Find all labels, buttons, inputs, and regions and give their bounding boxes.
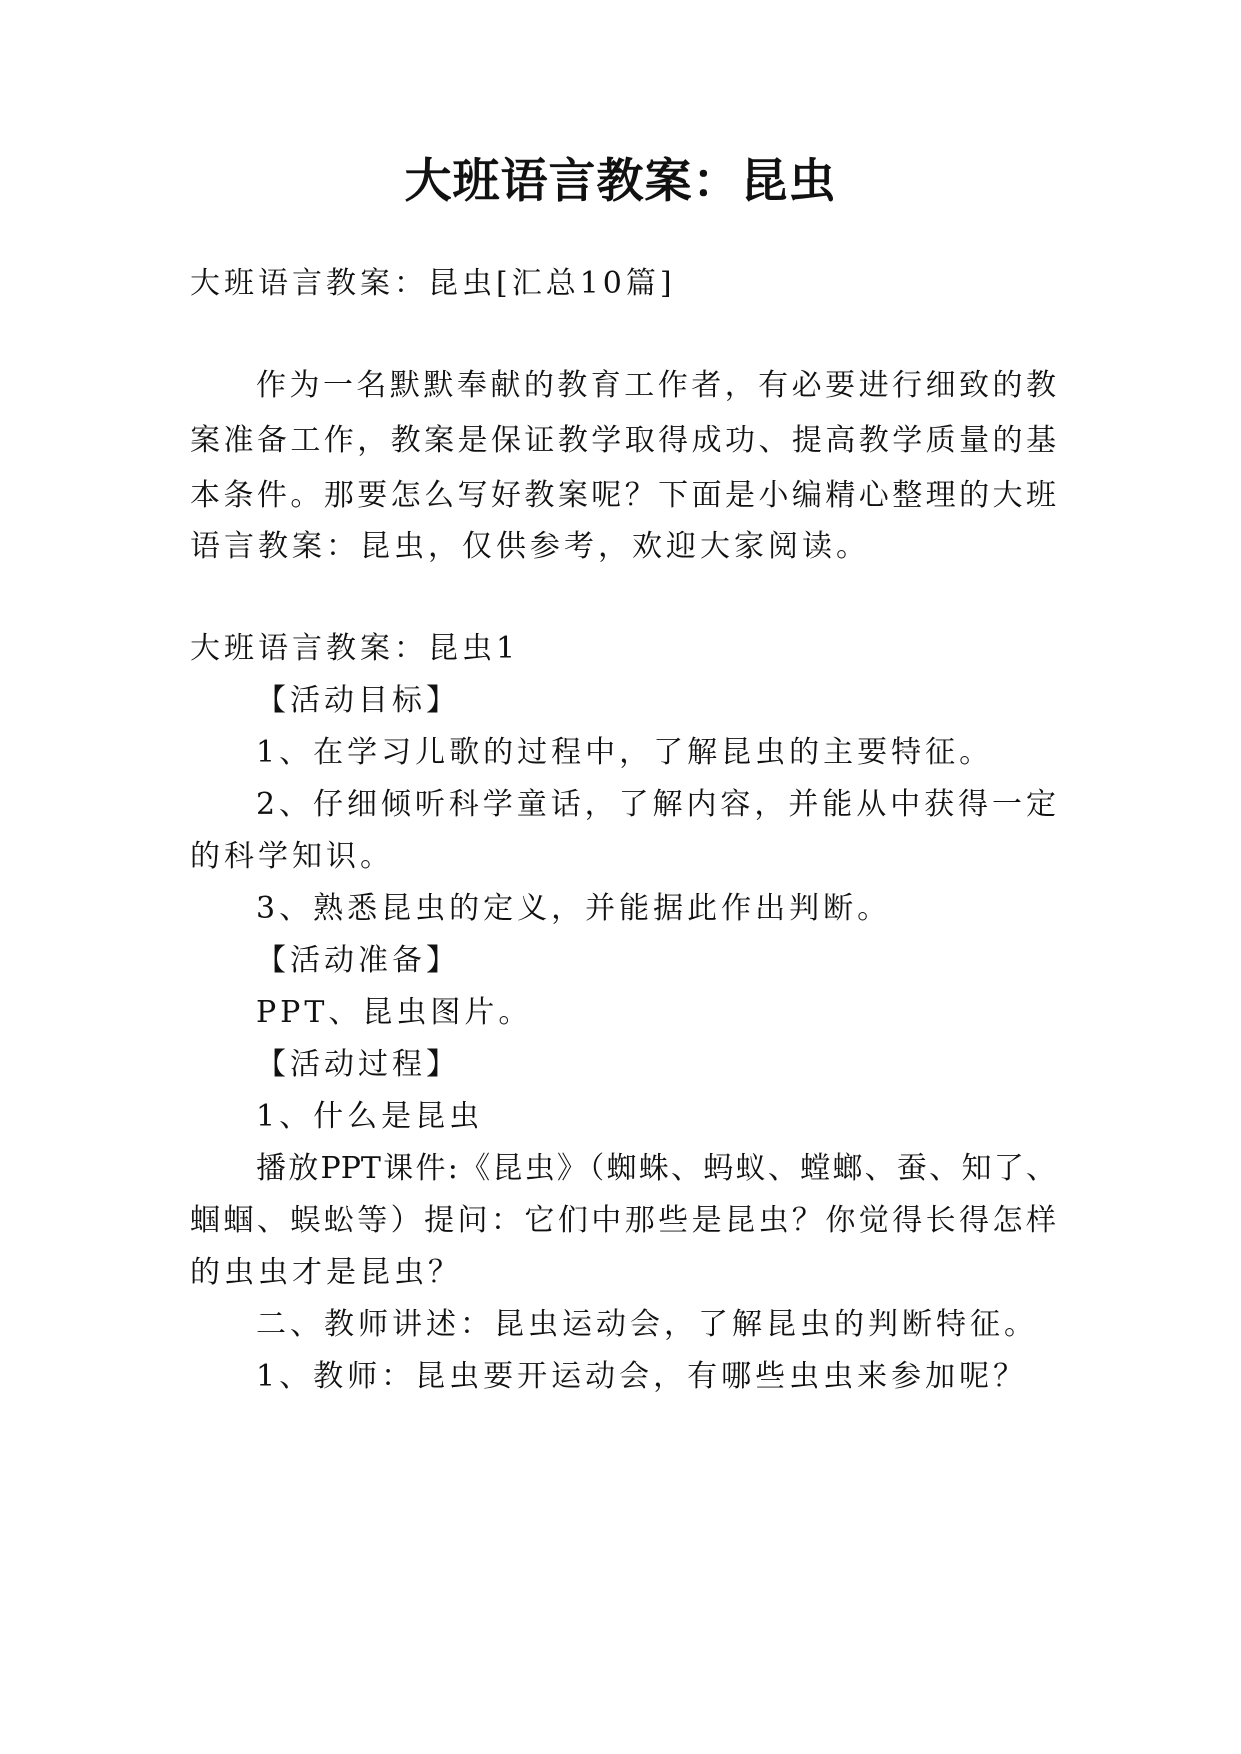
intro-line: 本条件。那要怎么写好教案呢？下面是小编精心整理的大班 bbox=[190, 478, 1056, 513]
body-line: 蝈蝈、蜈蚣等）提问：它们中那些是昆虫？你觉得长得怎样 bbox=[190, 1203, 1056, 1238]
body-line: 1、教师：昆虫要开运动会，有哪些虫虫来参加呢？ bbox=[256, 1359, 1028, 1394]
intro-line: 作为一名默默奉献的教育工作者，有必要进行细致的教 bbox=[256, 368, 1056, 403]
section-heading: 大班语言教案：昆虫1 bbox=[190, 631, 520, 666]
subheading-activity-preparation: 【活动准备】 bbox=[256, 943, 460, 978]
body-line: 1、在学习儿歌的过程中，了解昆虫的主要特征。 bbox=[256, 735, 994, 770]
body-line: 2、仔细倾听科学童话，了解内容，并能从中获得一定 bbox=[256, 787, 1056, 822]
body-line: 二、教师讲述：昆虫运动会，了解昆虫的判断特征。 bbox=[256, 1307, 1038, 1342]
body-line: 1、什么是昆虫 bbox=[256, 1099, 484, 1134]
subheading-activity-goals: 【活动目标】 bbox=[256, 683, 460, 718]
body-line: 的科学知识。 bbox=[190, 839, 394, 874]
body-line: PPT、昆虫图片。 bbox=[256, 995, 533, 1030]
body-line: 的虫虫才是昆虫？ bbox=[190, 1255, 462, 1290]
body-line: 3、熟悉昆虫的定义，并能据此作出判断。 bbox=[256, 891, 892, 926]
intro-line: 案准备工作，教案是保证教学取得成功、提高教学质量的基 bbox=[190, 423, 1056, 458]
intro-line: 语言教案：昆虫，仅供参考，欢迎大家阅读。 bbox=[190, 529, 870, 564]
body-line: 播放PPT课件:《昆虫》（蜘蛛、蚂蚁、螳螂、蚕、知了、 bbox=[256, 1151, 1056, 1186]
document-subtitle: 大班语言教案：昆虫[汇总10篇] bbox=[190, 266, 676, 301]
subheading-activity-process: 【活动过程】 bbox=[256, 1047, 460, 1082]
document-title: 大班语言教案：昆虫 bbox=[404, 154, 837, 209]
